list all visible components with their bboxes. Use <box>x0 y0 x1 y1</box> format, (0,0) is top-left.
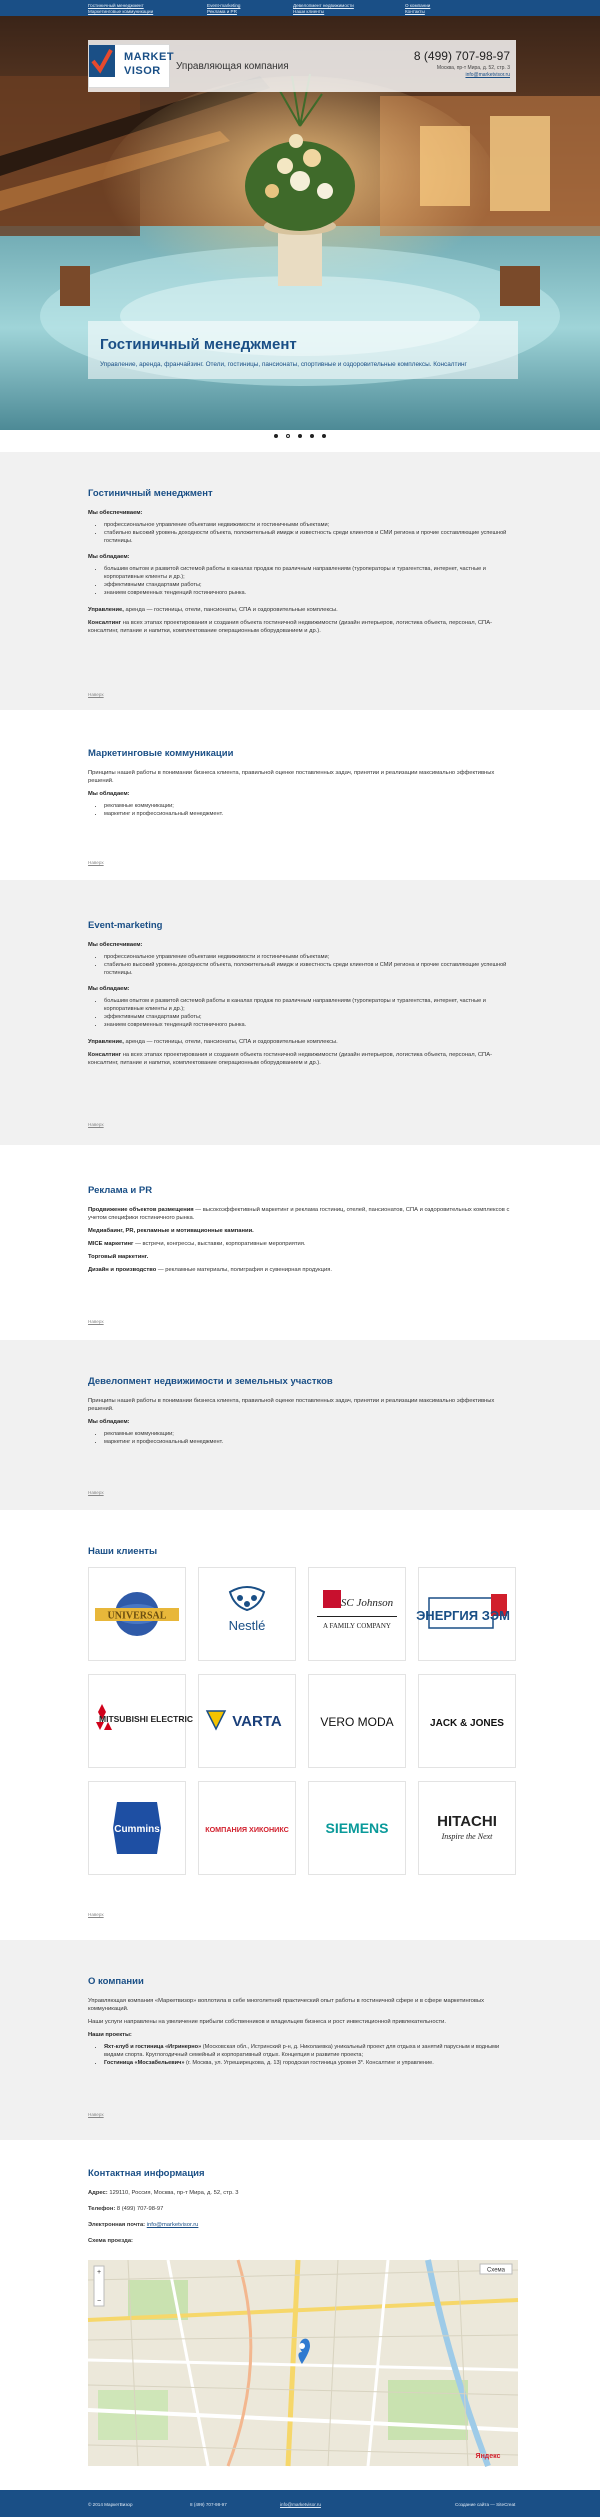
label: Мы обладаем: <box>88 986 130 993</box>
logo-wordmark: SC Johnson <box>340 1597 394 1609</box>
logo[interactable] <box>88 44 175 88</box>
bold-text: Медиабаинг, PR, рекламные и мотивационные кампании. <box>88 1228 254 1234</box>
top-nav-col-4 <box>405 3 430 14</box>
list-item: • знанием современных тенденций гостиничного рынка. <box>104 1022 518 1030</box>
list-item: • эффективными стандартами работы; <box>104 1014 518 1022</box>
section-content <box>88 1546 518 1875</box>
section-content <box>88 2168 518 2253</box>
hikoniks-logo-icon <box>202 1813 292 1843</box>
header-address <box>400 65 510 79</box>
client-logo-nestle[interactable] <box>198 1567 296 1661</box>
list-item: • стабильно высокий уровень доходности объекта, положительный имидж и известность среди клиентов и СМИ региона и прочие составляющие успешной гостиницы. <box>104 962 518 977</box>
back-to-top-link[interactable]: Наверх <box>88 1319 104 1324</box>
list-item <box>104 2060 518 2068</box>
list-item: • рекламные коммуникации; <box>104 1431 518 1439</box>
hitachi-logo-icon <box>423 1806 511 1850</box>
logo-text-visor: VISOR <box>124 65 161 77</box>
text: аренда — гостиницы, отели, пансионаты, СПА и оздоровительные комплексы. <box>125 606 338 613</box>
projects-list <box>104 2044 518 2067</box>
client-logo-universal[interactable] <box>88 1567 186 1661</box>
logo-wordmark: JACK & JONES <box>430 1718 504 1729</box>
text: (г. Москва, ул. Угреширецкова, д. 13) городская гостиница уровня 3*. Консалтинг и управление. <box>186 2059 434 2066</box>
text: — рекламные материалы, полиграфия и сувенирная продукция. <box>157 1267 332 1273</box>
section-clients <box>0 1510 600 1940</box>
logo-wordmark: КОМПАНИЯ ХИКОНИКС <box>205 1825 289 1834</box>
section-title: Реклама и PR <box>88 1185 153 1196</box>
bold-text: Продвижение объектов размещения <box>88 1207 194 1213</box>
svg-text:−: − <box>96 2298 102 2305</box>
logo-wordmark: SIEMENS <box>325 1820 389 1836</box>
footer <box>0 2490 600 2517</box>
varta-logo-icon <box>203 1701 291 1741</box>
back-to-top-link[interactable]: Наверх <box>88 1912 104 1917</box>
provide-list <box>104 954 518 977</box>
footer-email[interactable]: info@marketvisor.ru <box>280 2502 321 2507</box>
section-content <box>88 488 518 640</box>
label: Телефон: <box>88 2206 116 2212</box>
client-logo-mitsubishi[interactable] <box>88 1674 193 1768</box>
slide-title: Гостиничный менеджмент <box>100 336 297 353</box>
map-widget[interactable] <box>88 2260 518 2466</box>
paragraph <box>88 606 518 614</box>
logo-check-icon <box>89 45 115 77</box>
list-item <box>104 2044 518 2059</box>
header-email[interactable]: info@marketvisor.ru <box>465 72 510 78</box>
top-nav-col-2 <box>207 3 240 14</box>
email-link[interactable]: info@marketvisor.ru <box>146 2222 199 2228</box>
section-content <box>88 1185 518 1279</box>
text: — высокоэффективный маркетинг и реклама гостиниц, отелей, пансионатов, СПА и оздоровительных комплексов с учетом специфики гостиничного рынка. <box>88 1207 510 1221</box>
client-logo-hikoniks[interactable] <box>198 1781 296 1875</box>
bold-text: Консалтинг <box>88 619 122 626</box>
bold-text: Управление, <box>88 1038 124 1045</box>
logo-text-market: MARKET <box>124 51 175 63</box>
tagline: Управляющая компания <box>176 61 289 72</box>
client-logo-varta[interactable] <box>198 1674 296 1768</box>
list-item: • рекламные коммуникации; <box>104 803 518 811</box>
section-title: Наши клиенты <box>88 1546 158 1557</box>
have-list <box>104 566 518 597</box>
paragraph: Принципы нашей работы в понимании бизнеса клиента, правильной оценке поставленных задач, принятии и реализации максимально эффективных решений. <box>88 1398 495 1412</box>
text: на всех этапах проектирования и создания объекта гостиничной недвижимости (дизайн интерьеров, логистика объекта, персонал, СПА-консалтинг, питание и напитки, комплектование операционным оборудованием и др.). <box>88 619 493 634</box>
logo-wordmark: Cummins <box>114 1824 160 1835</box>
list-item: • профессиональное управление объектами недвижимости и гостиничными объектами; <box>104 522 518 530</box>
logo-wordmark: VERO MODA <box>320 1715 394 1729</box>
hero-slider <box>0 16 600 430</box>
back-to-top-link[interactable]: Наверх <box>88 692 104 697</box>
paragraph <box>88 1240 518 1248</box>
veromoda-logo-icon <box>313 1706 401 1736</box>
nav-link[interactable]: Event-marketing <box>207 3 241 8</box>
section-marketing-comm <box>0 710 600 880</box>
logo-wordmark: MITSUBISHI ELECTRIC <box>99 1714 193 1724</box>
section-title: Event-marketing <box>88 920 163 931</box>
section-title: Гостиничный менеджмент <box>88 488 213 499</box>
bold-text: Яхт-клуб и гостиница «Игринерно» <box>104 2044 202 2050</box>
paragraph <box>88 1266 518 1274</box>
label: Мы обладаем: <box>88 1419 130 1425</box>
footer-phone: 8 (499) 707-98-97 <box>190 2502 227 2507</box>
top-nav-col-1 <box>88 3 153 14</box>
text: 8 (499) 707-98-97 <box>116 2206 164 2212</box>
map-type-select: Схема <box>486 2267 506 2274</box>
svg-text:Inspire the Next: Inspire the Next <box>441 1832 493 1841</box>
logo-wordmark: ЭНЕРГИЯ ЗЭМ <box>416 1608 510 1623</box>
client-logo-hitachi[interactable] <box>418 1781 516 1875</box>
address-line <box>88 2189 518 2197</box>
back-to-top-link[interactable]: Наверх <box>88 2112 104 2117</box>
universal-logo-icon <box>93 1589 181 1639</box>
nav-link[interactable]: Маркетинговые коммуникации <box>88 8 154 14</box>
section-content <box>88 1376 518 1455</box>
nav-link[interactable]: Реклама и PR <box>207 8 237 14</box>
slider-dot[interactable] <box>310 434 314 438</box>
bold-text: Консалтинг <box>88 1051 122 1058</box>
paragraph <box>88 619 518 635</box>
top-nav-col-3 <box>293 3 354 14</box>
bold-text: Торговый маркетинг. <box>88 1254 149 1260</box>
siemens-logo-icon <box>313 1813 401 1843</box>
header-phone: 8 (499) 707-98-97 <box>413 49 510 63</box>
svg-text:+: + <box>96 2269 102 2276</box>
client-logo-jackjones[interactable] <box>418 1674 516 1768</box>
bold-text: MICE маркетинг <box>88 1241 134 1247</box>
slider-dot[interactable] <box>274 434 278 438</box>
label: Мы обеспечиваем: <box>88 510 143 516</box>
label: Схема проезда: <box>88 2238 133 2244</box>
label: Мы обеспечиваем: <box>88 942 143 948</box>
slider-dot[interactable] <box>322 434 326 438</box>
section-title: Контактная информация <box>88 2168 205 2179</box>
nestle-logo-icon <box>212 1584 282 1644</box>
client-logo-scjohnson[interactable] <box>308 1567 406 1661</box>
have-list <box>104 998 518 1029</box>
map-label-line <box>88 2237 518 2245</box>
jackjones-logo-icon <box>423 1706 511 1736</box>
scjohnson-logo-icon <box>313 1584 401 1644</box>
text: 129110, Россия, Москва, пр-т Мира, д. 52, стр. 3 <box>109 2190 239 2196</box>
client-logo-siemens[interactable] <box>308 1781 406 1875</box>
nav-link[interactable]: Гостиничный менеджмент <box>88 3 144 8</box>
phone-line <box>88 2205 518 2213</box>
email-line <box>88 2221 518 2229</box>
section-content <box>88 920 518 1072</box>
paragraph: Наши услуги направлены на увеличение прибыли собственников и владельцев бизнеса и рост инвестиционной привлекательности. <box>88 2019 446 2025</box>
back-to-top-link[interactable]: Наверх <box>88 860 104 865</box>
list-item: • знанием современных тенденций гостиничного рынка. <box>104 590 518 598</box>
have-list <box>104 1431 518 1447</box>
label: Электронная почта: <box>88 2222 146 2228</box>
footer-copyright: © 2014 МаркетВизор <box>88 2502 133 2507</box>
nav-link[interactable]: О компании <box>405 3 431 8</box>
bold-text: Гостиница «Мосзабельевич» <box>104 2059 185 2066</box>
paragraph <box>88 1051 518 1067</box>
top-nav <box>0 0 600 16</box>
back-to-top-link[interactable]: Наверх <box>88 1490 104 1495</box>
address-text: Москва, пр-т Мира, д. 52, стр. 3 <box>436 65 510 71</box>
section-development <box>0 1340 600 1510</box>
list-item: • большим опытом и развитой системой работы в каналах продаж по различным направлениям (туроператоры и турагентства, интернет, частные и корпоративные клиенты и др.); <box>104 998 518 1013</box>
client-logo-energy[interactable] <box>418 1567 516 1661</box>
bold-text: Управление, <box>88 606 124 613</box>
paragraph: Принципы нашей работы в понимании бизнеса клиента, правильной оценке поставленных задач, принятии и реализации максимально эффективных решений. <box>88 770 495 784</box>
section-about <box>0 1940 600 2140</box>
section-hotel-management <box>0 452 600 710</box>
nav-link[interactable]: Девелопмент недвижимости <box>293 3 354 8</box>
clients-grid <box>88 1567 518 1875</box>
slide-subtitle: Управление, аренда, франчайзинг. Отели, гостиницы, пансионаты, спортивные и оздоровительные комплексы. Консалтинг <box>100 361 467 368</box>
have-list <box>104 803 518 819</box>
list-item: • большим опытом и развитой системой работы в каналах продаж по различным направлениям (туроператоры и турагентства, интернет, частные и корпоративные клиенты и др.); <box>104 566 518 581</box>
section-title: Маркетинговые коммуникации <box>88 748 234 759</box>
map-image <box>88 2260 518 2466</box>
slider-dot-active[interactable] <box>286 434 290 438</box>
label: Мы обладаем: <box>88 791 130 797</box>
bold-text: Дизайн и производство <box>88 1267 157 1273</box>
list-item: • маркетинг и профессиональный менеджмент. <box>104 1439 518 1447</box>
section-content <box>88 748 518 827</box>
svg-text:A FAMILY COMPANY: A FAMILY COMPANY <box>323 1622 391 1630</box>
text: на всех этапах проектирования и создания объекта гостиничной недвижимости (дизайн интерьеров, логистика объекта, персонал, СПА-консалтинг, питание и напитки, комплектование операционным оборудованием и др.). <box>88 1051 493 1066</box>
logo-wordmark: UNIVERSAL <box>107 1610 167 1622</box>
section-advertising-pr <box>0 1145 600 1340</box>
paragraph <box>88 1253 518 1261</box>
logo-wordmark: Nestlé <box>228 1618 266 1633</box>
slider-dots <box>0 434 600 444</box>
list-item: • профессиональное управление объектами недвижимости и гостиничными объектами; <box>104 954 518 962</box>
text: (Московская обл., Истринский р-н, д. Николаевка) уникальный проект для отдыха и занятий парусным и водными видами спорта. Круглогодичный семейный и корпоративный отдых. Концепция и развитие проекта; <box>104 2044 500 2058</box>
logo-wordmark: VARTA <box>232 1713 282 1730</box>
section-content <box>88 1976 518 2075</box>
mitsubishi-logo-icon <box>92 1696 193 1746</box>
text: — встречи, конгрессы, выставки, корпоративные мероприятия. <box>135 1241 306 1247</box>
label: Адрес: <box>88 2190 108 2196</box>
client-logo-cummins[interactable] <box>88 1781 186 1875</box>
list-item: • стабильно высокий уровень доходности объекта, положительный имидж и известность среди клиентов и СМИ региона и прочие составляющие успешной гостиницы. <box>104 530 518 545</box>
label: Наши проекты: <box>88 2032 132 2038</box>
energy-logo-icon <box>416 1584 511 1644</box>
list-item: • маркетинг и профессиональный менеджмент. <box>104 811 518 819</box>
client-logo-veromoda[interactable] <box>308 1674 406 1768</box>
back-to-top-link[interactable]: Наверх <box>88 1122 104 1127</box>
provide-list <box>104 522 518 545</box>
footer-developer-link[interactable]: Создание сайта — SiteCreat <box>455 2502 516 2507</box>
section-event-marketing <box>0 880 600 1145</box>
section-title: О компании <box>88 1976 144 1987</box>
logo-wordmark: HITACHI <box>437 1813 497 1830</box>
slider-dot[interactable] <box>298 434 302 438</box>
map-brand: Яндекс <box>475 2453 501 2460</box>
paragraph <box>88 1206 518 1222</box>
cummins-logo-icon <box>107 1798 167 1858</box>
paragraph <box>88 1038 518 1046</box>
nav-link[interactable]: Контакты <box>405 8 425 14</box>
list-item: • эффективными стандартами работы; <box>104 582 518 590</box>
nav-link[interactable]: Наши клиенты <box>293 8 325 14</box>
text: аренда — гостиницы, отели, пансионаты, СПА и оздоровительные комплексы. <box>125 1038 338 1045</box>
paragraph: Управляющая компания «Маркетвизор» воплотила в себе многолетний практический опыт работы в гостиничной сфере и в сфере маркетинговых коммуникаций. <box>88 1998 485 2012</box>
paragraph <box>88 1227 518 1235</box>
label: Мы обладаем: <box>88 554 130 561</box>
section-title: Девелопмент недвижимости и земельных участков <box>88 1376 333 1387</box>
